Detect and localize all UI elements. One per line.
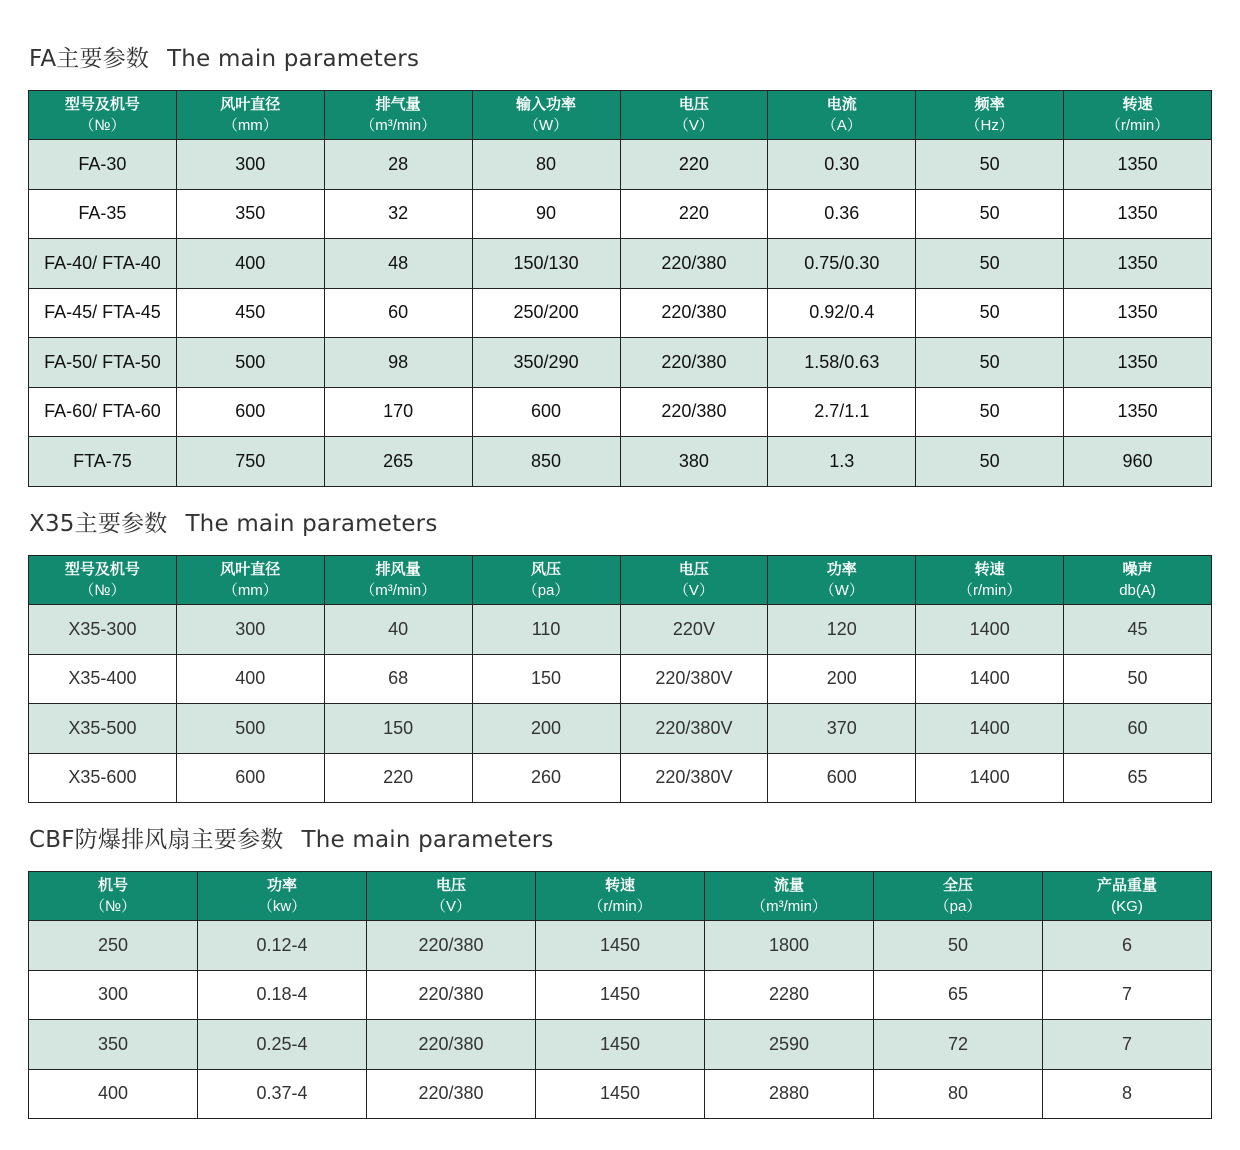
table-row [29, 437, 1212, 487]
header-label: 排气量 [375, 95, 421, 113]
table-cell: 50 [916, 239, 1064, 289]
header-unit: （V） [430, 898, 471, 915]
header-unit: （mm） [222, 117, 278, 134]
table-cell: 0.92/0.4 [768, 288, 916, 338]
table-cell: FA-60/ FTA-60 [29, 387, 177, 437]
header-unit: （Hz） [965, 117, 1014, 134]
table-cell: 0.12-4 [198, 921, 367, 971]
table-cell: 220/380 [367, 970, 536, 1020]
table-cell: 72 [874, 1020, 1043, 1070]
table-cell: 220/380 [367, 921, 536, 971]
table-cell: 220V [620, 605, 768, 655]
fa-parameters-table [28, 90, 1212, 487]
header-unit: （r/min） [588, 898, 652, 915]
table-cell: 960 [1064, 437, 1212, 487]
table-cell: 50 [916, 288, 1064, 338]
table-cell: 250/200 [472, 288, 620, 338]
table-cell: 1350 [1064, 189, 1212, 239]
table-cell: 50 [916, 189, 1064, 239]
x35-title-en: The main parameters [185, 511, 438, 537]
table-row [29, 1069, 1212, 1119]
table-cell: 98 [324, 338, 472, 388]
header-cell [367, 872, 536, 921]
table-cell: 1400 [916, 753, 1064, 803]
table-cell: 750 [176, 437, 324, 487]
table-cell: 850 [472, 437, 620, 487]
header-label: 输入功率 [516, 95, 577, 113]
table-cell: 400 [29, 1069, 198, 1119]
header-label: 机号 [97, 876, 128, 894]
table-cell: 68 [324, 654, 472, 704]
x35-title-cn: X35主要参数 [29, 511, 168, 537]
table-row [29, 140, 1212, 190]
header-unit: （kw） [257, 898, 307, 915]
header-unit: （m³/min） [360, 117, 437, 134]
table-row [29, 654, 1212, 704]
header-cell [916, 91, 1064, 140]
table-cell: 7 [1043, 970, 1212, 1020]
header-unit: （r/min） [1105, 117, 1170, 134]
header-cell [1064, 556, 1212, 605]
header-label: 风压 [531, 560, 562, 578]
header-unit: （W） [523, 117, 569, 134]
header-label: 电流 [826, 95, 857, 113]
table-row [29, 288, 1212, 338]
table-cell: 50 [916, 437, 1064, 487]
table-cell: 220/380V [620, 704, 768, 754]
table-row [29, 704, 1212, 754]
header-cell [705, 872, 874, 921]
table-cell: 220/380V [620, 753, 768, 803]
table-cell: 0.18-4 [198, 970, 367, 1020]
cbf-title-en: The main parameters [301, 827, 554, 853]
header-label: 风叶直径 [220, 560, 281, 578]
table-cell: 1350 [1064, 338, 1212, 388]
header-unit: （m³/min） [360, 582, 437, 599]
table-cell: 600 [176, 753, 324, 803]
table-cell: 150 [324, 704, 472, 754]
table-cell: 220/380 [367, 1020, 536, 1070]
header-label: 产品重量 [1096, 876, 1157, 894]
table-cell: 50 [874, 921, 1043, 971]
table-cell: FA-50/ FTA-50 [29, 338, 177, 388]
header-unit: （pa） [522, 582, 570, 599]
table-cell: 600 [768, 753, 916, 803]
table-cell: 350 [176, 189, 324, 239]
x35-parameters-table [28, 555, 1212, 803]
table-cell: 0.30 [768, 140, 916, 190]
header-cell [1064, 91, 1212, 140]
table-cell: FA-35 [29, 189, 177, 239]
table-cell: 50 [916, 140, 1064, 190]
table-cell: 220/380 [620, 387, 768, 437]
header-label: 排风量 [375, 560, 421, 578]
header-label: 电压 [678, 95, 709, 113]
header-label: 电压 [678, 560, 709, 578]
table-cell: 2280 [705, 970, 874, 1020]
header-cell [472, 556, 620, 605]
table-cell: 1.3 [768, 437, 916, 487]
header-cell [324, 556, 472, 605]
header-label: 电压 [435, 876, 466, 894]
table-cell: FTA-75 [29, 437, 177, 487]
header-unit: （V） [673, 117, 714, 134]
table-cell: 90 [472, 189, 620, 239]
table-cell: X35-300 [29, 605, 177, 655]
table-row [29, 239, 1212, 289]
header-label: 型号及机号 [64, 95, 140, 113]
header-cell [620, 556, 768, 605]
table-cell: 1350 [1064, 387, 1212, 437]
table-cell: 1.58/0.63 [768, 338, 916, 388]
header-cell [620, 91, 768, 140]
table-cell: FA-40/ FTA-40 [29, 239, 177, 289]
table-cell: 220/380 [620, 338, 768, 388]
table-cell: 150 [472, 654, 620, 704]
header-label: 转速 [604, 876, 635, 894]
table-cell: 450 [176, 288, 324, 338]
table-cell: 7 [1043, 1020, 1212, 1070]
table-cell: 220 [324, 753, 472, 803]
table-cell: 1450 [536, 970, 705, 1020]
table-cell: 1450 [536, 921, 705, 971]
table-cell: 0.75/0.30 [768, 239, 916, 289]
table-cell: 400 [176, 654, 324, 704]
cbf-parameters-table [28, 871, 1212, 1119]
table-cell: 170 [324, 387, 472, 437]
table-row [29, 189, 1212, 239]
header-unit: （W） [819, 582, 864, 599]
fa-table-body [29, 140, 1212, 487]
header-cell [768, 556, 916, 605]
table-cell: 500 [176, 704, 324, 754]
table-header-row [29, 91, 1212, 140]
cbf-table-body [29, 921, 1212, 1119]
table-cell: 150/130 [472, 239, 620, 289]
header-cell [29, 556, 177, 605]
table-cell: 45 [1064, 605, 1212, 655]
header-label: 功率 [826, 560, 857, 578]
table-cell: X35-400 [29, 654, 177, 704]
header-unit: （№） [79, 117, 126, 134]
table-cell: 28 [324, 140, 472, 190]
table-header-row [29, 872, 1212, 921]
table-cell: 2.7/1.1 [768, 387, 916, 437]
table-cell: 500 [176, 338, 324, 388]
table-cell: 120 [768, 605, 916, 655]
table-cell: 32 [324, 189, 472, 239]
x35-table-body [29, 605, 1212, 803]
table-cell: 8 [1043, 1069, 1212, 1119]
header-unit: （m³/min） [751, 898, 827, 915]
header-cell [874, 872, 1043, 921]
table-row [29, 1020, 1212, 1070]
table-cell: 65 [874, 970, 1043, 1020]
table-cell: 60 [1064, 704, 1212, 754]
table-cell: FA-30 [29, 140, 177, 190]
header-unit: （№） [79, 582, 126, 599]
table-cell: 50 [916, 338, 1064, 388]
table-cell: 40 [324, 605, 472, 655]
table-cell: 1350 [1064, 239, 1212, 289]
table-cell: 50 [1064, 654, 1212, 704]
header-cell [472, 91, 620, 140]
header-unit: （pa） [934, 898, 982, 915]
header-cell [1043, 872, 1212, 921]
fa-section-title [29, 40, 419, 73]
table-cell: 80 [874, 1069, 1043, 1119]
table-cell: 0.36 [768, 189, 916, 239]
header-cell [324, 91, 472, 140]
header-label: 功率 [266, 876, 297, 894]
table-cell: 265 [324, 437, 472, 487]
table-header-row [29, 556, 1212, 605]
table-cell: 48 [324, 239, 472, 289]
header-unit: （V） [673, 582, 714, 599]
table-cell: 1350 [1064, 140, 1212, 190]
header-cell [176, 556, 324, 605]
table-cell: 1450 [536, 1020, 705, 1070]
header-unit: db(A) [1119, 582, 1156, 599]
table-row [29, 387, 1212, 437]
table-cell: 220 [620, 189, 768, 239]
table-row [29, 753, 1212, 803]
table-cell: 220/380 [620, 288, 768, 338]
table-cell: 600 [176, 387, 324, 437]
table-cell: 600 [472, 387, 620, 437]
table-cell: 1800 [705, 921, 874, 971]
table-cell: 380 [620, 437, 768, 487]
table-cell: 110 [472, 605, 620, 655]
table-cell: 250 [29, 921, 198, 971]
header-cell [768, 91, 916, 140]
table-cell: 220/380V [620, 654, 768, 704]
table-cell: X35-600 [29, 753, 177, 803]
table-cell: 50 [916, 387, 1064, 437]
header-label: 频率 [974, 95, 1005, 113]
table-cell: 6 [1043, 921, 1212, 971]
table-cell: 220 [620, 140, 768, 190]
table-cell: 300 [29, 970, 198, 1020]
header-unit: (KG) [1111, 898, 1143, 915]
header-label: 风叶直径 [220, 95, 281, 113]
table-cell: 260 [472, 753, 620, 803]
table-cell: 1400 [916, 605, 1064, 655]
header-unit: （A） [821, 117, 862, 134]
table-cell: 60 [324, 288, 472, 338]
header-cell [176, 91, 324, 140]
header-label: 噪声 [1122, 560, 1153, 578]
table-row [29, 970, 1212, 1020]
table-cell: 2590 [705, 1020, 874, 1070]
table-cell: 65 [1064, 753, 1212, 803]
header-label: 转速 [974, 560, 1005, 578]
header-cell [198, 872, 367, 921]
table-row [29, 605, 1212, 655]
table-cell: 350 [29, 1020, 198, 1070]
header-cell [29, 872, 198, 921]
table-cell: 80 [472, 140, 620, 190]
table-cell: 1400 [916, 704, 1064, 754]
fa-title-cn: FA主要参数 [29, 46, 150, 72]
table-cell: 2880 [705, 1069, 874, 1119]
header-label: 全压 [942, 876, 973, 894]
table-cell: 0.37-4 [198, 1069, 367, 1119]
header-unit: （r/min） [958, 582, 1022, 599]
table-cell: 200 [472, 704, 620, 754]
table-row [29, 338, 1212, 388]
table-cell: 350/290 [472, 338, 620, 388]
table-cell: FA-45/ FTA-45 [29, 288, 177, 338]
header-label: 型号及机号 [64, 560, 140, 578]
header-cell [536, 872, 705, 921]
fa-title-en: The main parameters [167, 46, 420, 72]
table-cell: 200 [768, 654, 916, 704]
table-cell: 1400 [916, 654, 1064, 704]
table-cell: 1450 [536, 1069, 705, 1119]
header-label: 转速 [1122, 95, 1153, 113]
cbf-section-title [29, 821, 554, 854]
cbf-title-cn: CBF防爆排风扇主要参数 [29, 827, 284, 853]
header-label: 流量 [773, 876, 804, 894]
header-unit: （mm） [222, 582, 278, 599]
table-row [29, 921, 1212, 971]
header-cell [29, 91, 177, 140]
header-unit: （№） [89, 898, 137, 915]
header-cell [916, 556, 1064, 605]
table-cell: 0.25-4 [198, 1020, 367, 1070]
table-cell: 370 [768, 704, 916, 754]
table-cell: 400 [176, 239, 324, 289]
table-cell: 1350 [1064, 288, 1212, 338]
table-cell: 300 [176, 605, 324, 655]
table-cell: 220/380 [620, 239, 768, 289]
table-cell: 300 [176, 140, 324, 190]
table-cell: X35-500 [29, 704, 177, 754]
x35-section-title [29, 505, 438, 538]
table-cell: 220/380 [367, 1069, 536, 1119]
